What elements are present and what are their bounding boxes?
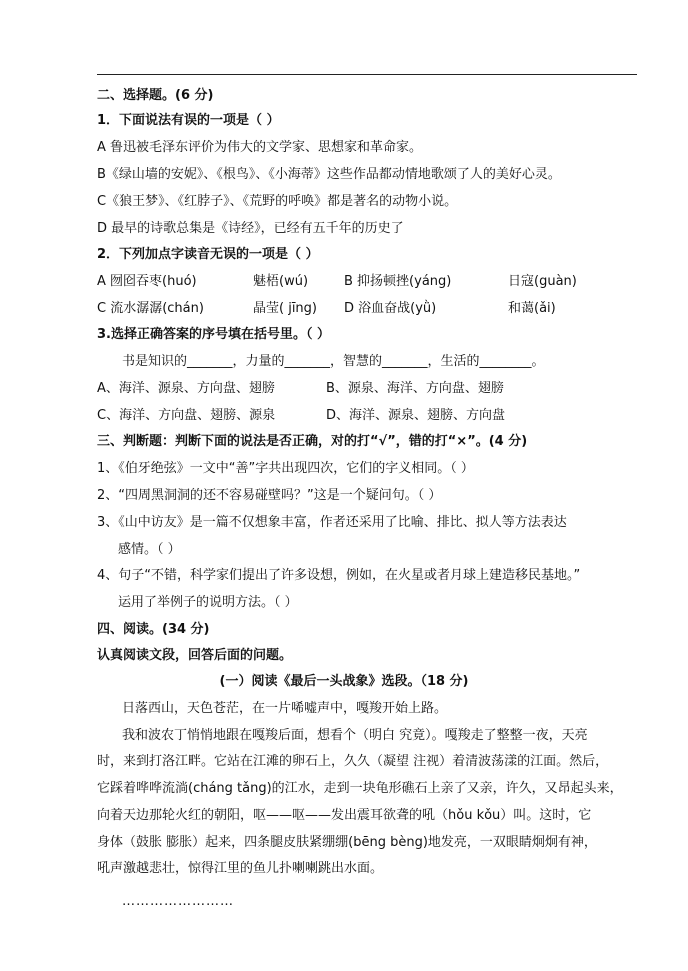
passage-line: 时，来到打洛江畔。它站在江滩的卵石上，久久（凝望 注视）着清波荡漾的江面。然后， <box>97 754 609 769</box>
q2-option: A 囫囵吞枣(huó) <box>97 274 197 289</box>
q2-option: 晶莹( jīng) <box>253 301 317 316</box>
q2-option: 魅梧(wú) <box>253 274 309 289</box>
header-rule <box>97 74 637 75</box>
passage-line: 身体（鼓胀 膨胀）起来，四条腿皮肤紧绷绷(bēng bèng)地发亮，一双眼睛炯炯有神， <box>97 835 597 850</box>
q2-option: D 浴血奋战(yǜ) <box>344 301 437 316</box>
q1-option-b: B《绿山墙的安妮》、《根鸟》、《小海蒂》这些作品都动情地歌颂了人的美好心灵。 <box>97 167 561 182</box>
q3-option-d: D、海洋、源泉、翅膀、方向盘 <box>326 408 506 423</box>
judge-item: 2、“四周黑洞洞的还不容易碰壁吗？”这是一个疑问句。（ ） <box>97 488 442 503</box>
ellipsis: …………………… <box>122 894 234 909</box>
reading-instruction: 认真阅读文段，回答后面的问题。 <box>97 648 293 663</box>
section3-heading: 三、判断题：判断下面的说法是否正确，对的打“√”，错的打“×”。(4 分) <box>97 434 528 449</box>
judge-item-continued: 感情。（ ） <box>118 542 181 557</box>
q1-option-c: C《狼王梦》、《红脖子》、《荒野的呼唤》都是著名的动物小说。 <box>97 194 458 209</box>
q2-option: 日寇(guàn) <box>508 274 577 289</box>
q2-option: 和蔼(ǎi) <box>508 301 556 316</box>
section2-heading: 二、选择题。(6 分) <box>97 88 214 103</box>
passage-line: 吼声激越悲壮，惊得江里的鱼儿扑喇喇跳出水面。 <box>97 861 384 876</box>
q3-option-a: A、海洋、源泉、方向盘、翅膀 <box>97 381 275 396</box>
judge-item: 1、《伯牙绝弦》一文中“善”字共出现四次，它们的字义相同。（ ） <box>97 461 474 476</box>
q2-option: C 流水潺潺(chán) <box>97 301 204 316</box>
judge-item: 4、句子“不错，科学家们提出了许多设想，例如，在火星或者月球上建造移民基地。” <box>97 568 581 583</box>
passage-line: 它踩着哗哗流淌(cháng tǎng)的江水，走到一块龟形礁石上亲了又亲，许久，又昂起头来， <box>97 781 623 796</box>
q3-stem: 3.选择正确答案的序号填在括号里。（ ） <box>97 327 331 342</box>
q3-sentence: 书是知识的_______，力量的_______，智慧的_______，生活的________。 <box>122 354 545 369</box>
q3-option-b: B、源泉、海洋、方向盘、翅膀 <box>326 381 504 396</box>
reading-subheading: (一）阅读《最后一头战象》选段。（18 分) <box>219 674 469 689</box>
passage-line: 向着天边那轮火红的朝阳，呕——呕——发出震耳欲聋的吼（hǒu kǒu）叫。这时，它 <box>97 808 592 823</box>
q2-stem: 2．下列加点字读音无误的一项是（ ） <box>97 247 319 262</box>
passage-line: 我和波农丁悄悄地跟在嘎羧后面，想看个（明白 究竟）。嘎羧走了整整一夜，天亮 <box>122 728 588 743</box>
passage-line: 日落西山，天色苍茫，在一片唏嘘声中，嘎羧开始上路。 <box>122 701 448 716</box>
judge-item-continued: 运用了举例子的说明方法。（ ） <box>118 595 298 610</box>
q1-stem: 1．下面说法有误的一项是（ ） <box>97 113 280 128</box>
q1-option-a: A 鲁迅被毛泽东评价为伟大的文学家、思想家和革命家。 <box>97 140 423 155</box>
judge-item: 3、《山中访友》是一篇不仅想象丰富，作者还采用了比喻、排比、拟人等方法表达 <box>97 515 567 530</box>
section4-heading: 四、阅读。(34 分) <box>97 622 210 637</box>
q3-option-c: C、海洋、方向盘、翅膀、源泉 <box>97 408 276 423</box>
q2-option: B 抑扬顿挫(yáng) <box>344 274 452 289</box>
q1-option-d: D 最早的诗歌总集是《诗经》，已经有五千年的历史了 <box>97 221 404 236</box>
